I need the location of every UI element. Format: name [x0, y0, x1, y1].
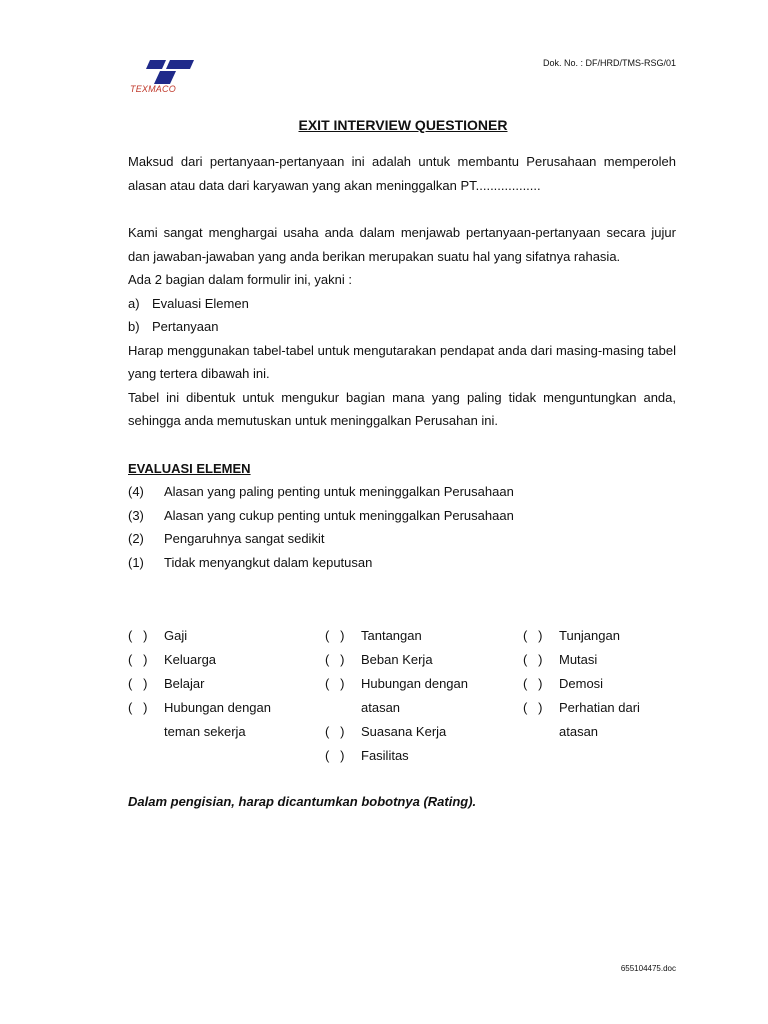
option-hubungan-teman[interactable]: ( ) Hubungan dengan teman sekerja — [128, 700, 271, 739]
option-hubungan-atasan[interactable]: ( ) Hubungan dengan atasan — [325, 676, 468, 715]
intro-paragraph-5: Tabel ini dibentuk untuk mengukur bagian mana yang paling tidak menguntungkan anda, sehingga anda memutuskan untuk meninggalkan Perusahan ini. — [128, 389, 676, 428]
option-tunjangan[interactable]: ( ) Tunjangan — [523, 628, 620, 643]
texmaco-logo — [128, 60, 198, 100]
page-title: EXIT INTERVIEW QUESTIONER — [298, 117, 508, 133]
intro-paragraph-1: Maksud dari pertanyaan-pertanyaan ini adalah untuk membantu Perusahaan memperoleh alasan atau data dari karyawan yang akan meninggalkan PT.................. — [128, 154, 676, 193]
texmaco-logo-icon — [142, 60, 198, 84]
options-column-2 — [325, 624, 515, 768]
intro-paragraph-2: Kami sangat menghargai usaha anda dalam menjawab pertanyaan-pertanyaan secara jujur dan jawaban-jawaban yang anda berikan merupakan suatu hal yang sifatnya rahasia. — [128, 225, 676, 264]
option-suasana-kerja[interactable]: ( ) Suasana Kerja — [325, 724, 447, 739]
option-mutasi[interactable]: ( ) Mutasi — [523, 652, 598, 667]
options-column-1 — [128, 624, 318, 744]
option-fasilitas[interactable]: ( ) Fasilitas — [325, 748, 409, 763]
option-keluarga[interactable]: ( ) Keluarga — [128, 652, 217, 667]
option-beban-kerja[interactable]: ( ) Beban Kerja — [325, 652, 433, 667]
list-item: b) Pertanyaan — [128, 319, 219, 334]
rating-item: (1) Tidak menyangkut dalam keputusan — [128, 554, 373, 570]
rating-item: (3) Alasan yang cukup penting untuk meninggalkan Perusahaan — [128, 507, 514, 523]
document-number: Dok. No. : DF/HRD/TMS-RSG/01 — [542, 58, 676, 68]
option-tantangan[interactable]: ( ) Tantangan — [325, 628, 422, 643]
document-body — [128, 150, 676, 574]
rating-note: Dalam pengisian, harap dicantumkan bobotnya (Rating). — [128, 794, 477, 809]
intro-paragraph-3: Ada 2 bagian dalam formulir ini, yakni : — [128, 272, 353, 287]
footer-filename: 655104475.doc — [620, 964, 676, 973]
option-belajar[interactable]: ( ) Belajar — [128, 676, 205, 691]
rating-item: (2) Pengaruhnya sangat sedikit — [128, 531, 325, 546]
rating-item: (4) Alasan yang paling penting untuk meninggalkan Perusahaan — [128, 484, 514, 499]
intro-paragraph-4: Harap menggunakan tabel-tabel untuk mengutarakan pendapat anda dari masing-masing tabel yang tertera dibawah ini. — [128, 342, 676, 381]
options-column-3 — [523, 624, 713, 744]
list-item: a) Evaluasi Elemen — [128, 295, 249, 311]
option-perhatian-atasan[interactable]: ( ) Perhatian dari atasan — [523, 700, 640, 739]
option-demosi[interactable]: ( ) Demosi — [523, 676, 604, 691]
logo-text: TEXMACO — [130, 84, 176, 94]
section-title: EVALUASI ELEMEN — [128, 460, 251, 476]
option-gaji[interactable]: ( ) Gaji — [128, 628, 188, 643]
